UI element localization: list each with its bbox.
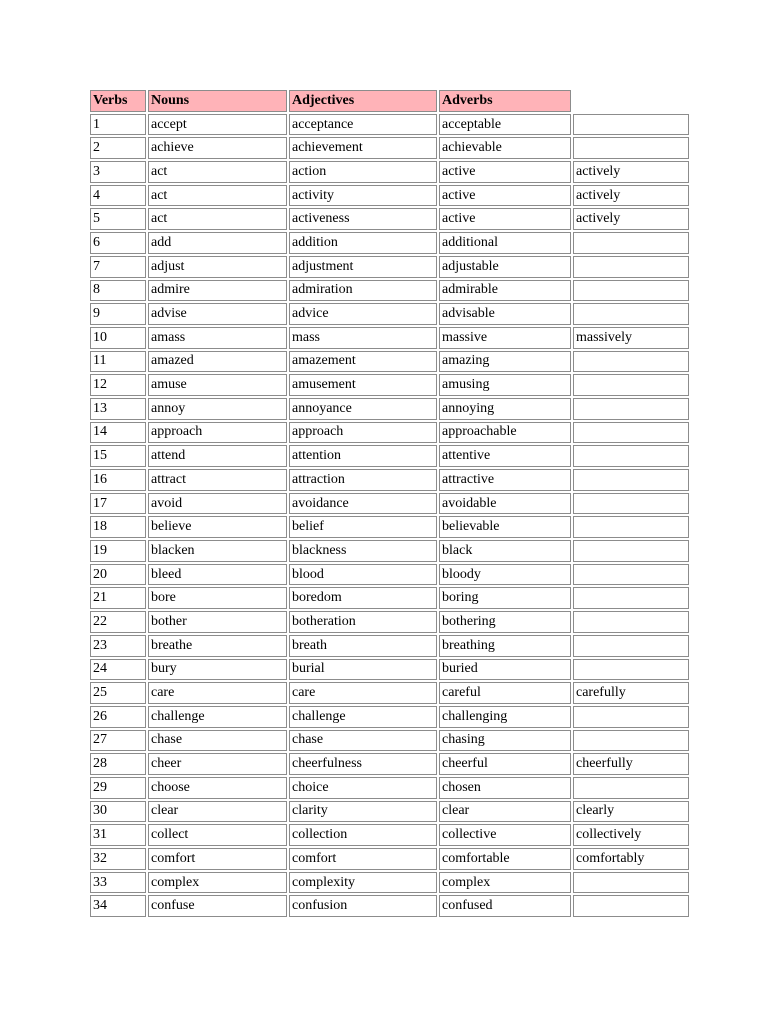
verb-cell: complex <box>148 872 287 894</box>
noun-cell: belief <box>289 516 437 538</box>
adjective-cell: challenging <box>439 706 571 728</box>
adverb-cell <box>573 564 689 586</box>
noun-cell: challenge <box>289 706 437 728</box>
table-row <box>90 327 689 349</box>
row-number-cell: 26 <box>90 706 146 728</box>
adverb-cell <box>573 777 689 799</box>
noun-cell: complexity <box>289 872 437 894</box>
verb-cell: attend <box>148 445 287 467</box>
adjective-cell: annoying <box>439 398 571 420</box>
row-number-cell: 17 <box>90 493 146 515</box>
noun-cell: mass <box>289 327 437 349</box>
table-row <box>90 801 689 823</box>
noun-cell: achievement <box>289 137 437 159</box>
adjective-cell: breathing <box>439 635 571 657</box>
row-number-cell: 7 <box>90 256 146 278</box>
table-header <box>90 90 689 112</box>
row-number-cell: 33 <box>90 872 146 894</box>
table-row <box>90 611 689 633</box>
verb-cell: choose <box>148 777 287 799</box>
row-number-cell: 29 <box>90 777 146 799</box>
adverb-cell <box>573 469 689 491</box>
noun-cell: burial <box>289 659 437 681</box>
header-verbs: Verbs <box>90 90 146 112</box>
adverb-cell: actively <box>573 208 689 230</box>
table-row <box>90 753 689 775</box>
row-number-cell: 21 <box>90 587 146 609</box>
noun-cell: approach <box>289 422 437 444</box>
verb-cell: clear <box>148 801 287 823</box>
adjective-cell: massive <box>439 327 571 349</box>
adjective-cell: active <box>439 208 571 230</box>
adjective-cell: bloody <box>439 564 571 586</box>
verb-cell: accept <box>148 114 287 136</box>
adverb-cell <box>573 730 689 752</box>
adverb-cell <box>573 895 689 917</box>
verb-cell: believe <box>148 516 287 538</box>
noun-cell: cheerfulness <box>289 753 437 775</box>
noun-cell: breath <box>289 635 437 657</box>
adverb-cell: actively <box>573 161 689 183</box>
row-number-cell: 13 <box>90 398 146 420</box>
word-forms-table <box>88 88 691 919</box>
table-row <box>90 824 689 846</box>
table-row <box>90 540 689 562</box>
row-number-cell: 20 <box>90 564 146 586</box>
noun-cell: advice <box>289 303 437 325</box>
adverb-cell <box>573 611 689 633</box>
row-number-cell: 3 <box>90 161 146 183</box>
adjective-cell: cheerful <box>439 753 571 775</box>
adjective-cell: confused <box>439 895 571 917</box>
adverb-cell <box>573 303 689 325</box>
row-number-cell: 10 <box>90 327 146 349</box>
row-number-cell: 25 <box>90 682 146 704</box>
adverb-cell <box>573 659 689 681</box>
adverb-cell <box>573 114 689 136</box>
table-row <box>90 256 689 278</box>
table-row <box>90 398 689 420</box>
adjective-cell: boring <box>439 587 571 609</box>
noun-cell: activeness <box>289 208 437 230</box>
row-number-cell: 2 <box>90 137 146 159</box>
adjective-cell: adjustable <box>439 256 571 278</box>
verb-cell: approach <box>148 422 287 444</box>
table-row <box>90 730 689 752</box>
row-number-cell: 9 <box>90 303 146 325</box>
verb-cell: breathe <box>148 635 287 657</box>
adverb-cell <box>573 398 689 420</box>
adjective-cell: attentive <box>439 445 571 467</box>
adjective-cell: comfortable <box>439 848 571 870</box>
table-row <box>90 422 689 444</box>
adverb-cell <box>573 540 689 562</box>
table-row <box>90 493 689 515</box>
verb-cell: cheer <box>148 753 287 775</box>
row-number-cell: 11 <box>90 351 146 373</box>
adjective-cell: active <box>439 185 571 207</box>
table-row <box>90 895 689 917</box>
noun-cell: care <box>289 682 437 704</box>
adverb-cell: collectively <box>573 824 689 846</box>
noun-cell: boredom <box>289 587 437 609</box>
table-row <box>90 137 689 159</box>
adjective-cell: complex <box>439 872 571 894</box>
adjective-cell: avoidable <box>439 493 571 515</box>
verb-cell: chase <box>148 730 287 752</box>
verb-cell: achieve <box>148 137 287 159</box>
table-row <box>90 445 689 467</box>
adjective-cell: advisable <box>439 303 571 325</box>
verb-cell: act <box>148 161 287 183</box>
table-row <box>90 374 689 396</box>
adverb-cell <box>573 635 689 657</box>
verb-cell: add <box>148 232 287 254</box>
row-number-cell: 28 <box>90 753 146 775</box>
adjective-cell: acceptable <box>439 114 571 136</box>
row-number-cell: 6 <box>90 232 146 254</box>
table-row <box>90 848 689 870</box>
verb-cell: collect <box>148 824 287 846</box>
row-number-cell: 12 <box>90 374 146 396</box>
verb-cell: bleed <box>148 564 287 586</box>
adjective-cell: approachable <box>439 422 571 444</box>
noun-cell: amazement <box>289 351 437 373</box>
noun-cell: choice <box>289 777 437 799</box>
table-row <box>90 587 689 609</box>
verb-cell: amazed <box>148 351 287 373</box>
row-number-cell: 30 <box>90 801 146 823</box>
row-number-cell: 15 <box>90 445 146 467</box>
row-number-cell: 24 <box>90 659 146 681</box>
row-number-cell: 22 <box>90 611 146 633</box>
adverb-cell <box>573 872 689 894</box>
adjective-cell: achievable <box>439 137 571 159</box>
header-adjectives: Adjectives <box>289 90 437 112</box>
adverb-cell: carefully <box>573 682 689 704</box>
table-row <box>90 682 689 704</box>
row-number-cell: 4 <box>90 185 146 207</box>
adverb-cell <box>573 256 689 278</box>
noun-cell: chase <box>289 730 437 752</box>
verb-cell: adjust <box>148 256 287 278</box>
row-number-cell: 8 <box>90 280 146 302</box>
row-number-cell: 27 <box>90 730 146 752</box>
table-body <box>90 114 689 917</box>
table-row <box>90 114 689 136</box>
noun-cell: action <box>289 161 437 183</box>
adjective-cell: bothering <box>439 611 571 633</box>
adverb-cell <box>573 493 689 515</box>
adjective-cell: buried <box>439 659 571 681</box>
adverb-cell: massively <box>573 327 689 349</box>
adverb-cell <box>573 232 689 254</box>
noun-cell: amusement <box>289 374 437 396</box>
table-row <box>90 564 689 586</box>
noun-cell: admiration <box>289 280 437 302</box>
verb-cell: comfort <box>148 848 287 870</box>
table-row <box>90 303 689 325</box>
row-number-cell: 32 <box>90 848 146 870</box>
noun-cell: attraction <box>289 469 437 491</box>
adverb-cell <box>573 137 689 159</box>
table-row <box>90 469 689 491</box>
header-nouns: Nouns <box>148 90 287 112</box>
noun-cell: blackness <box>289 540 437 562</box>
adjective-cell: chasing <box>439 730 571 752</box>
table-row <box>90 659 689 681</box>
adverb-cell <box>573 587 689 609</box>
table-row <box>90 777 689 799</box>
adjective-cell: additional <box>439 232 571 254</box>
noun-cell: addition <box>289 232 437 254</box>
verb-cell: act <box>148 185 287 207</box>
adjective-cell: admirable <box>439 280 571 302</box>
verb-cell: bury <box>148 659 287 681</box>
noun-cell: comfort <box>289 848 437 870</box>
adjective-cell: believable <box>439 516 571 538</box>
verb-cell: admire <box>148 280 287 302</box>
adverb-cell <box>573 280 689 302</box>
table-row <box>90 232 689 254</box>
verb-cell: avoid <box>148 493 287 515</box>
table-row <box>90 208 689 230</box>
row-number-cell: 23 <box>90 635 146 657</box>
row-number-cell: 14 <box>90 422 146 444</box>
verb-cell: amass <box>148 327 287 349</box>
verb-cell: amuse <box>148 374 287 396</box>
adjective-cell: amazing <box>439 351 571 373</box>
header-adverbs: Adverbs <box>439 90 571 112</box>
verb-cell: act <box>148 208 287 230</box>
verb-cell: bore <box>148 587 287 609</box>
table-row <box>90 635 689 657</box>
verb-cell: bother <box>148 611 287 633</box>
noun-cell: avoidance <box>289 493 437 515</box>
adjective-cell: black <box>439 540 571 562</box>
adjective-cell: careful <box>439 682 571 704</box>
header-empty <box>573 90 689 112</box>
table-row <box>90 185 689 207</box>
table-row <box>90 706 689 728</box>
adverb-cell <box>573 351 689 373</box>
adjective-cell: active <box>439 161 571 183</box>
row-number-cell: 34 <box>90 895 146 917</box>
adverb-cell <box>573 445 689 467</box>
verb-cell: challenge <box>148 706 287 728</box>
noun-cell: adjustment <box>289 256 437 278</box>
adjective-cell: collective <box>439 824 571 846</box>
noun-cell: botheration <box>289 611 437 633</box>
table-row <box>90 351 689 373</box>
noun-cell: attention <box>289 445 437 467</box>
verb-cell: care <box>148 682 287 704</box>
verb-cell: advise <box>148 303 287 325</box>
adverb-cell <box>573 516 689 538</box>
adjective-cell: amusing <box>439 374 571 396</box>
adverb-cell: comfortably <box>573 848 689 870</box>
adverb-cell <box>573 422 689 444</box>
row-number-cell: 18 <box>90 516 146 538</box>
verb-cell: blacken <box>148 540 287 562</box>
verb-cell: confuse <box>148 895 287 917</box>
adverb-cell <box>573 706 689 728</box>
noun-cell: acceptance <box>289 114 437 136</box>
row-number-cell: 16 <box>90 469 146 491</box>
row-number-cell: 1 <box>90 114 146 136</box>
adjective-cell: clear <box>439 801 571 823</box>
adverb-cell: cheerfully <box>573 753 689 775</box>
noun-cell: activity <box>289 185 437 207</box>
row-number-cell: 5 <box>90 208 146 230</box>
header-row <box>90 90 689 112</box>
noun-cell: annoyance <box>289 398 437 420</box>
adjective-cell: attractive <box>439 469 571 491</box>
table-row <box>90 516 689 538</box>
table-row <box>90 161 689 183</box>
noun-cell: clarity <box>289 801 437 823</box>
noun-cell: blood <box>289 564 437 586</box>
adverb-cell: clearly <box>573 801 689 823</box>
row-number-cell: 19 <box>90 540 146 562</box>
table-row <box>90 872 689 894</box>
noun-cell: confusion <box>289 895 437 917</box>
adverb-cell: actively <box>573 185 689 207</box>
row-number-cell: 31 <box>90 824 146 846</box>
table-row <box>90 280 689 302</box>
adverb-cell <box>573 374 689 396</box>
verb-cell: annoy <box>148 398 287 420</box>
verb-cell: attract <box>148 469 287 491</box>
adjective-cell: chosen <box>439 777 571 799</box>
noun-cell: collection <box>289 824 437 846</box>
